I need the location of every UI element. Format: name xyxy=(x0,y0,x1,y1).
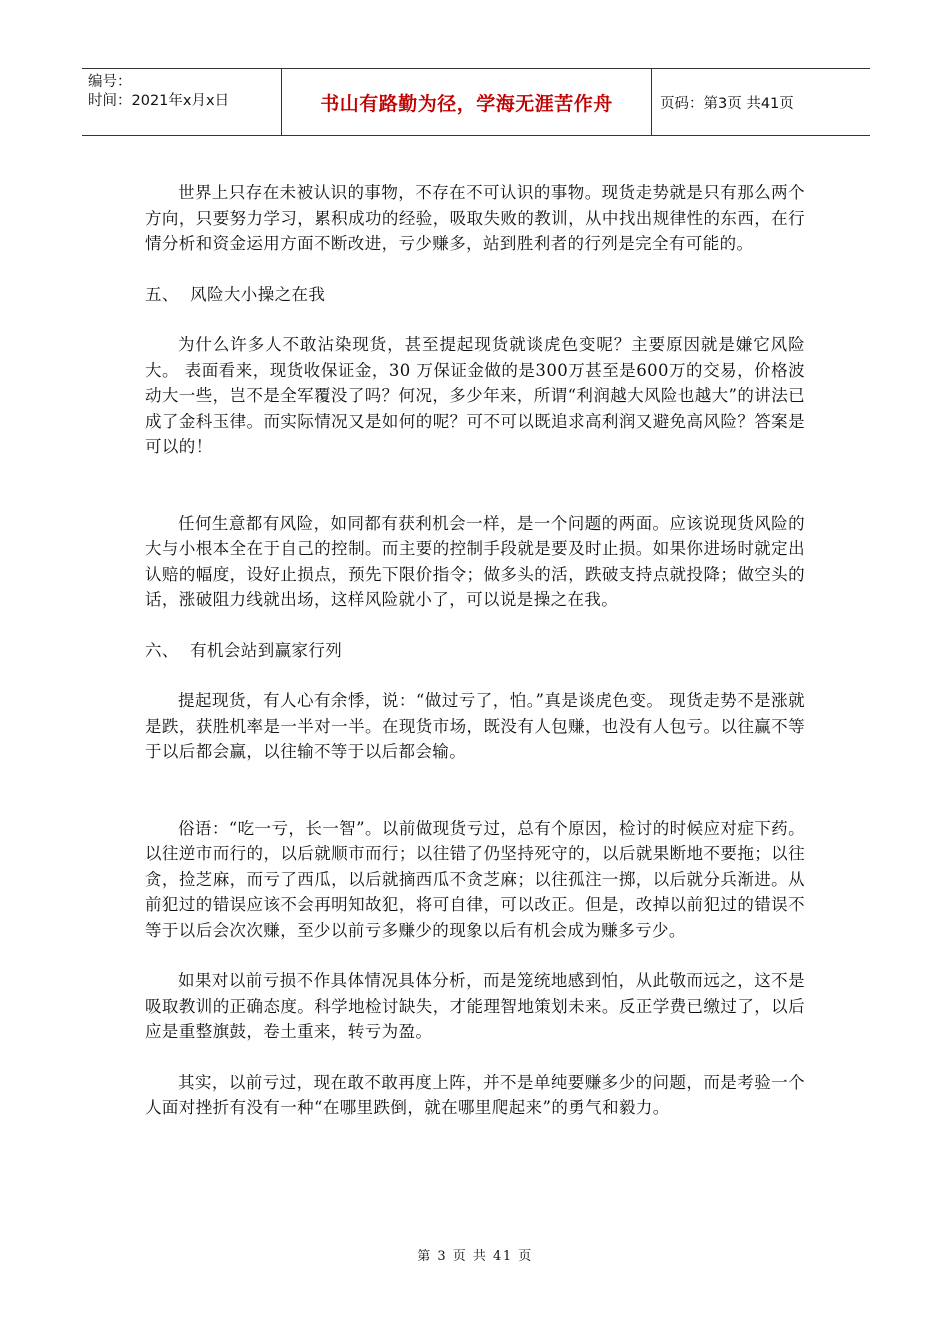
section-heading-6: 六、 有机会站到赢家行列 xyxy=(145,640,343,660)
document-body xyxy=(145,180,805,1121)
paragraph-3: 任何生意都有风险，如同都有获利机会一样，是一个问题的两面。应该说现货风险的大与小根本全在于自己的控制。而主要的控制手段就是要及时止损。如果你进场时就定出认赔的幅度，设好止损点，预先下限价指令；做多头的活，跌破支持点就投降；做空头的话，涨破阻力线就出场，这样风险就小了，可以说是操之在我。 xyxy=(145,513,805,609)
paragraph-2: 为什么许多人不敢沾染现货，甚至提起现货就谈虎色变呢？主要原因就是嫌它风险大。 表面看来，现货收保证金，30 万保证金做的是300万甚至是600万的交易，价格波动大一些，岂不是全军覆没了吗？何况，多少年来，所谓“利润越大风险也越大”的讲法已成了金科玉律。而实际情况又是如何的呢？可不可以既追求高利润又避免高风险？答案是可以的！ xyxy=(145,335,805,456)
header-motto-cell xyxy=(282,69,652,135)
paragraph-5: 俗语：“吃一亏，长一智”。以前做现货亏过，总有个原因，检讨的时候应对症下药。以往逆市而行的，以后就顺市而行；以往错了仍坚持死守的，以后就果断地不要拖；以往贪，捡芝麻，而亏了西瓜，以后就摘西瓜不贪芝麻；以往孤注一掷，以后就分兵渐进。从前犯过的错误应该不会再明知故犯，将可自律，可以改正。但是，改掉以前犯过的错误不等于以后会次次赚，至少以前亏多赚少的现象以后有机会成为赚多亏少。 xyxy=(145,818,805,940)
page-header xyxy=(82,68,870,136)
serial-label: 编号： xyxy=(88,74,132,90)
page-footer: 第 3 页 共 41 页 xyxy=(417,1249,533,1264)
header-page-info-cell xyxy=(652,69,870,135)
section-heading-5: 五、 风险大小操之在我 xyxy=(145,284,326,304)
header-meta xyxy=(82,69,282,135)
time-label: 时间：2021年x月x日 xyxy=(88,93,230,109)
paragraph-1: 世界上只存在未被认识的事物，不存在不可认识的事物。现货走势就是只有那么两个方向，只要努力学习，累积成功的经验，吸取失败的教训，从中找出规律性的东西，在行情分析和资金运用方面不断改进，亏少赚多，站到胜利者的行列是完全有可能的。 xyxy=(145,183,805,253)
paragraph-4: 提起现货，有人心有余悸，说：“做过亏了，怕。”真是谈虎色变。 现货走势不是涨就是跌，获胜机率是一半对一半。在现货市场，既没有人包赚，也没有人包亏。以往赢不等于以后都会赢，以往输不等于以后都会输。 xyxy=(145,691,805,761)
header-motto: 书山有路勤为径，学海无涯苦作舟 xyxy=(320,92,613,115)
paragraph-6: 如果对以前亏损不作具体情况具体分析，而是笼统地感到怕，从此敬而远之，这不是吸取教训的正确态度。科学地检讨缺失，才能理智地策划未来。反正学费已缴过了，以后应是重整旗鼓，卷土重来，转亏为盈。 xyxy=(145,971,805,1041)
paragraph-7: 其实，以前亏过，现在敢不敢再度上阵，并不是单纯要赚多少的问题，而是考验一个人面对挫折有没有一种“在哪里跌倒，就在哪里爬起来”的勇气和毅力。 xyxy=(145,1072,805,1117)
header-page-info: 页码：第3页 共41页 xyxy=(660,95,794,112)
